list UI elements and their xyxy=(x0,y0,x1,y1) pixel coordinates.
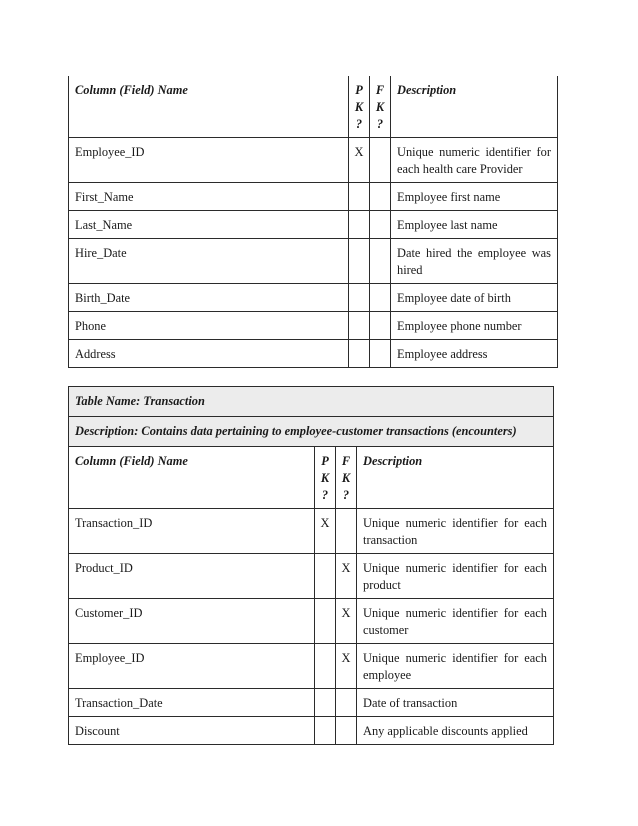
pk-mark xyxy=(315,689,336,717)
field-description: Employee address xyxy=(391,340,558,368)
fk-mark: X xyxy=(336,644,357,689)
pk-header-letter: K xyxy=(354,100,364,114)
table-row xyxy=(69,717,554,745)
pk-mark xyxy=(349,239,370,284)
field-name: Birth_Date xyxy=(69,284,349,312)
fk-mark xyxy=(370,340,391,368)
employee-fields-table xyxy=(68,76,558,368)
fk-mark: X xyxy=(336,554,357,599)
field-name: Address xyxy=(69,340,349,368)
field-name: Employee_ID xyxy=(69,644,315,689)
field-description: Employee date of birth xyxy=(391,284,558,312)
table-row xyxy=(69,211,558,239)
fk-header-letter: ? xyxy=(342,488,350,502)
field-name: Phone xyxy=(69,312,349,340)
table-row xyxy=(69,509,554,554)
fk-header xyxy=(370,76,391,138)
fk-header-letter: ? xyxy=(376,117,384,131)
table-row xyxy=(69,284,558,312)
pk-mark xyxy=(349,284,370,312)
table-name: Table Name: Transaction xyxy=(69,387,554,417)
pk-mark xyxy=(315,717,336,745)
fk-header-letter: F xyxy=(375,83,385,97)
fk-mark: X xyxy=(336,599,357,644)
fk-mark xyxy=(370,138,391,183)
pk-mark: X xyxy=(349,138,370,183)
field-description: Unique numeric identifier for each product xyxy=(357,554,554,599)
fk-mark xyxy=(336,509,357,554)
field-description: Employee first name xyxy=(391,183,558,211)
fk-mark xyxy=(336,717,357,745)
field-description: Unique numeric identifier for each employee xyxy=(357,644,554,689)
table-header-row xyxy=(69,447,554,509)
table-description: Description: Contains data pertaining to employee-customer transactions (encounters) xyxy=(69,417,554,447)
pk-mark xyxy=(315,599,336,644)
table-row xyxy=(69,689,554,717)
field-name: Hire_Date xyxy=(69,239,349,284)
field-name: Transaction_Date xyxy=(69,689,315,717)
field-description: Unique numeric identifier for each customer xyxy=(357,599,554,644)
pk-header-letter: P xyxy=(321,454,329,468)
table-row xyxy=(69,340,558,368)
pk-header xyxy=(349,76,370,138)
pk-header-letter: P xyxy=(355,83,363,97)
pk-header xyxy=(315,447,336,509)
field-description: Employee phone number xyxy=(391,312,558,340)
fk-header-letter: F xyxy=(341,454,351,468)
fk-header-letter: K xyxy=(341,471,351,485)
pk-mark xyxy=(349,183,370,211)
field-description: Date hired the employee was hired xyxy=(391,239,558,284)
field-name: Discount xyxy=(69,717,315,745)
table-row xyxy=(69,599,554,644)
fk-mark xyxy=(370,183,391,211)
fk-mark xyxy=(336,689,357,717)
pk-mark xyxy=(349,340,370,368)
table-row xyxy=(69,183,558,211)
fk-mark xyxy=(370,284,391,312)
table-header-row xyxy=(69,76,558,138)
column-name-header: Column (Field) Name xyxy=(69,76,349,138)
field-description: Unique numeric identifier for each health care Provider xyxy=(391,138,558,183)
table-row xyxy=(69,554,554,599)
field-description: Unique numeric identifier for each transaction xyxy=(357,509,554,554)
table-row xyxy=(69,239,558,284)
transaction-table xyxy=(68,386,554,745)
table-row xyxy=(69,644,554,689)
pk-mark xyxy=(349,211,370,239)
field-name: First_Name xyxy=(69,183,349,211)
table-row xyxy=(69,312,558,340)
fk-mark xyxy=(370,312,391,340)
pk-header-letter: K xyxy=(320,471,330,485)
table-name-row xyxy=(69,387,554,417)
fk-header xyxy=(336,447,357,509)
description-header: Description xyxy=(357,447,554,509)
field-description: Any applicable discounts applied xyxy=(357,717,554,745)
fk-mark xyxy=(370,211,391,239)
fk-mark xyxy=(370,239,391,284)
field-name: Transaction_ID xyxy=(69,509,315,554)
field-name: Product_ID xyxy=(69,554,315,599)
table-description-row xyxy=(69,417,554,447)
pk-mark xyxy=(315,554,336,599)
field-name: Last_Name xyxy=(69,211,349,239)
pk-mark xyxy=(315,644,336,689)
field-name: Customer_ID xyxy=(69,599,315,644)
table-row xyxy=(69,138,558,183)
column-name-header: Column (Field) Name xyxy=(69,447,315,509)
description-header: Description xyxy=(391,76,558,138)
field-description: Employee last name xyxy=(391,211,558,239)
pk-header-letter: ? xyxy=(321,488,329,502)
pk-header-letter: ? xyxy=(355,117,363,131)
pk-mark xyxy=(349,312,370,340)
pk-mark: X xyxy=(315,509,336,554)
field-description: Date of transaction xyxy=(357,689,554,717)
fk-header-letter: K xyxy=(375,100,385,114)
field-name: Employee_ID xyxy=(69,138,349,183)
